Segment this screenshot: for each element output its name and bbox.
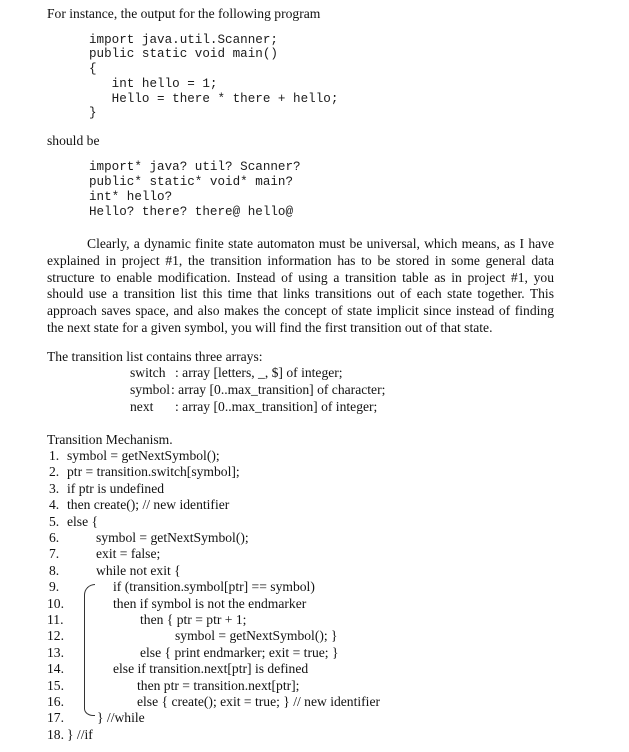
line-text: if ptr is undefined: [67, 480, 165, 496]
line-number: 18.: [47, 726, 64, 742]
line-text: } //if: [67, 726, 93, 742]
line-number: 14.: [47, 661, 64, 677]
line-text: while not exit {: [96, 562, 181, 578]
line-number: 13.: [47, 644, 64, 660]
line-text: then { ptr = ptr + 1;: [140, 612, 247, 627]
line-text: then ptr = transition.next[ptr];: [137, 677, 300, 693]
line-text: else if transition.next[ptr] is defined: [113, 661, 309, 677]
line-text: then if symbol is not the endmarker: [113, 595, 307, 611]
line-number: 12.: [47, 628, 64, 644]
line-number: 11.: [47, 612, 64, 627]
line-text: symbol = getNextSymbol();: [96, 530, 249, 545]
line-text: else { create(); exit = true; } // new identifier: [137, 694, 381, 709]
code-line: Hello? there? there@ hello@: [89, 205, 294, 219]
code-line: public static void main(): [89, 47, 278, 61]
array-decl: : array [0..max_transition] of character;: [171, 382, 386, 397]
line-number: 7.: [49, 546, 60, 562]
code-line: import java.util.Scanner;: [89, 33, 278, 47]
code-line: int* hello?: [89, 190, 173, 204]
line-number: 15.: [47, 677, 64, 693]
line-text: ptr = transition.switch[symbol];: [67, 464, 240, 480]
line-number: 8.: [49, 562, 60, 578]
mechanism-title: Transition Mechanism.: [47, 432, 173, 447]
loop-bracket: [84, 584, 95, 716]
line-number: 4.: [49, 497, 60, 513]
line-number: 10.: [47, 595, 64, 611]
array-decl: : array [letters, _, $] of integer;: [175, 365, 343, 380]
line-text: else { print endmarker; exit = true; }: [140, 644, 339, 660]
code-line: Hello = there * there + hello;: [89, 92, 339, 106]
line-number: 17.: [47, 710, 64, 726]
line-text: exit = false;: [96, 546, 161, 562]
line-number: 2.: [49, 464, 60, 480]
code-line: public* static* void* main?: [89, 175, 294, 189]
array-name: next: [130, 399, 154, 414]
line-text: if (transition.symbol[ptr] == symbol): [113, 579, 315, 595]
intro-text: For instance, the output for the following program: [47, 6, 321, 21]
line-number: 3.: [49, 480, 60, 496]
line-text: symbol = getNextSymbol(); }: [175, 628, 338, 644]
line-number: 5.: [49, 513, 60, 529]
code-line: import* java? util? Scanner?: [89, 160, 301, 174]
arrays-intro: The transition list contains three arrays:: [47, 349, 263, 364]
line-number: 1.: [49, 448, 60, 463]
explanation-paragraph: Clearly, a dynamic finite state automaton must be universal, which means, as I have explained in project #1, the transition information has to be stored in some general data structure to enable modification. Instead of using a transition table as in project #1, you should use a transition list this time that links transitions out of each state together. This approach saves space, and also makes the concept of state implicit since instead of finding the next state for a given symbol, you will find the first transition out of that state.: [47, 236, 554, 335]
line-number: 9.: [49, 579, 60, 595]
code-line: }: [89, 106, 97, 120]
line-number: 16.: [47, 694, 64, 709]
array-name: switch: [130, 365, 166, 380]
code-line: int hello = 1;: [89, 77, 218, 91]
line-text: } //while: [97, 710, 145, 726]
line-text: else {: [67, 513, 99, 529]
line-text: symbol = getNextSymbol();: [67, 448, 220, 463]
line-number: 6.: [49, 530, 60, 545]
array-name: symbol: [130, 382, 171, 397]
line-text: then create(); // new identifier: [67, 497, 230, 513]
should-be-label: should be: [47, 133, 100, 148]
array-decl: : array [0..max_transition] of integer;: [175, 399, 378, 414]
code-line: {: [89, 62, 97, 76]
